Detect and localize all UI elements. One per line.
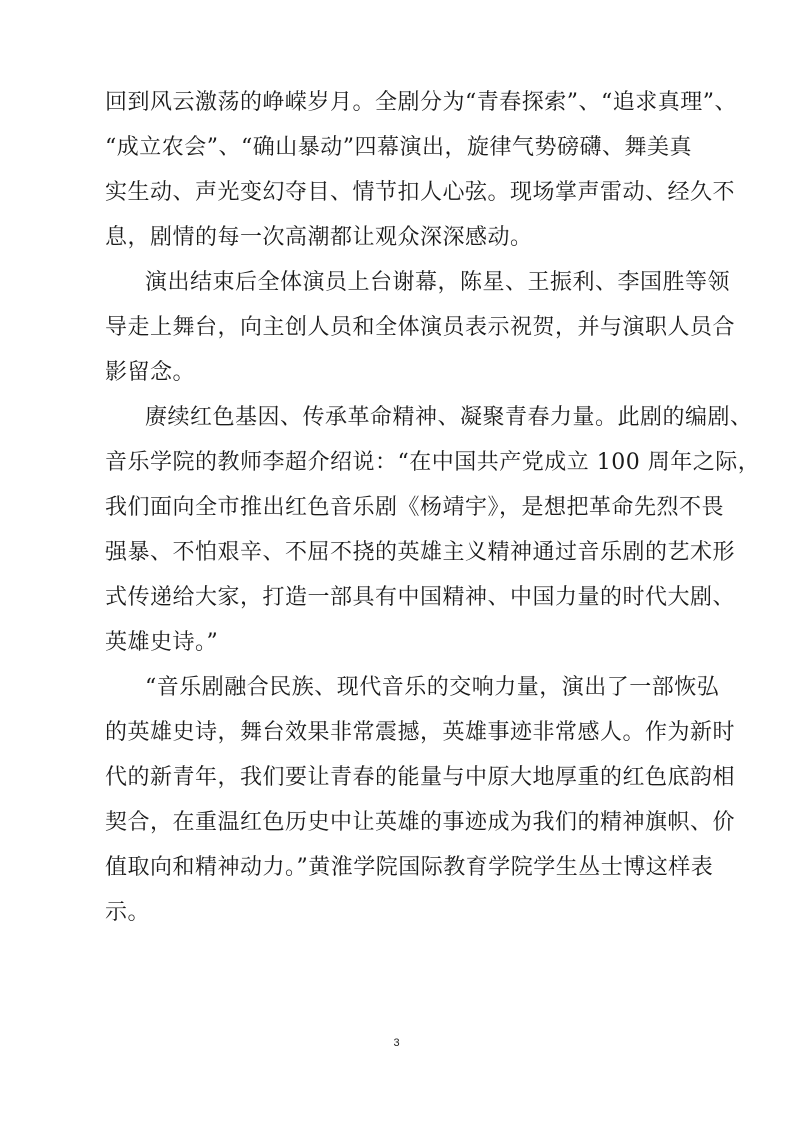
- body-text-line: 契合，在重温红色历史中让英雄的事迹成为我们的精神旗帜、价: [105, 810, 736, 835]
- body-text-line: 示。: [105, 900, 151, 925]
- paragraph-first-line: 赓续红色基因、传承革命精神、凝聚青春力量。此剧的编剧、: [145, 405, 753, 430]
- body-text-line: 我们面向全市推出红色音乐剧《杨靖宇》，是想把革命先烈不畏: [105, 495, 725, 520]
- body-text-line: 式传递给大家，打造一部具有中国精神、中国力量的时代大剧、: [105, 585, 736, 610]
- body-text-line: 息，剧情的每一次高潮都让观众深深感动。: [105, 225, 533, 250]
- body-text-line: 音乐学院的教师李超介绍说：“在中国共产党成立 100 周年之际，: [105, 450, 761, 475]
- paragraph-first-line: “音乐剧融合民族、现代音乐的交响力量，演出了一部恢弘: [145, 675, 720, 700]
- body-text-line: 影留念。: [105, 360, 196, 385]
- body-text-line: “成立农会”、“确山暴动”四幕演出，旋律气势磅礴、舞美真: [105, 135, 692, 160]
- body-text-line: 导走上舞台，向主创人员和全体演员表示祝贺，并与演职人员合: [105, 315, 736, 340]
- body-text-line: 代的新青年，我们要让青春的能量与中原大地厚重的红色底韵相: [105, 765, 736, 790]
- body-text-line: 的英雄史诗，舞台效果非常震撼，英雄事迹非常感人。作为新时: [105, 720, 736, 745]
- body-text-line: 值取向和精神动力。”黄淮学院国际教育学院学生丛士博这样表: [105, 855, 714, 880]
- body-text-line: 英雄史诗。”: [105, 630, 219, 655]
- paragraph-first-line: 演出结束后全体演员上台谢幕，陈星、王振利、李国胜等领: [145, 270, 731, 295]
- body-text-line: 实生动、声光变幻夺目、情节扣人心弦。现场掌声雷动、经久不: [105, 180, 736, 205]
- body-text-line: 强暴、不怕艰辛、不屈不挠的英雄主义精神通过音乐剧的艺术形: [105, 540, 736, 565]
- page-number: 3: [393, 1037, 400, 1049]
- body-text-line: 回到风云激荡的峥嵘岁月。全剧分为“青春探索”、“追求真理”、: [105, 90, 737, 115]
